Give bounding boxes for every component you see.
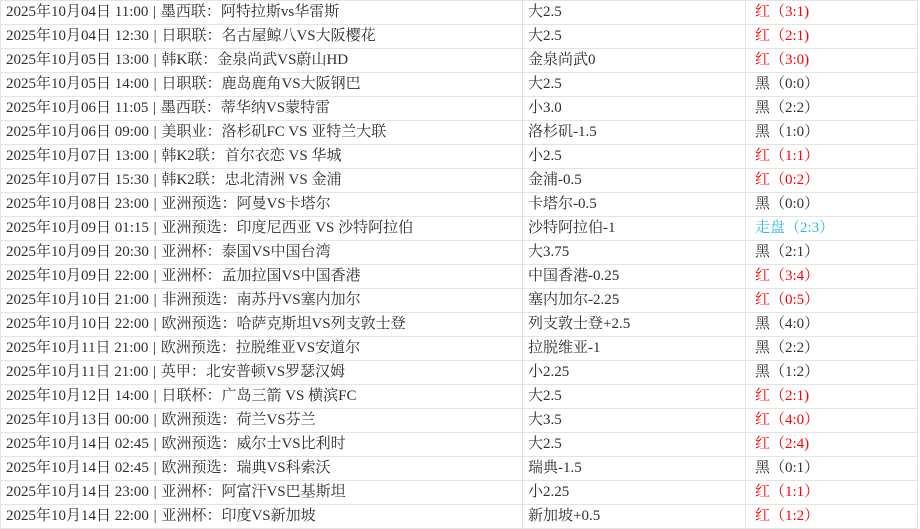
match-datetime: 2025年10月14日 22:00 bbox=[6, 508, 149, 524]
separator: | bbox=[149, 76, 161, 92]
match-datetime: 2025年10月05日 13:00 bbox=[6, 52, 149, 68]
result-cell bbox=[746, 145, 918, 168]
result-value: 红（1:2） bbox=[755, 508, 820, 524]
table-row bbox=[1, 433, 918, 457]
handicap-value: 小2.25 bbox=[528, 364, 570, 380]
table-row bbox=[1, 217, 918, 241]
separator: | bbox=[149, 364, 160, 380]
match-datetime: 2025年10月07日 13:00 bbox=[6, 148, 149, 164]
match-datetime: 2025年10月09日 01:15 bbox=[6, 220, 149, 236]
table-row bbox=[1, 49, 918, 73]
match-name: 墨西联：蒂华纳VS蒙特雷 bbox=[160, 100, 331, 116]
match-name: 非洲预选：南苏丹VS塞内加尔 bbox=[161, 292, 361, 308]
result-value: 红（2:1) bbox=[755, 388, 810, 404]
match-name: 美职业：洛杉矶FC VS 亚特兰大联 bbox=[161, 124, 387, 140]
separator: | bbox=[149, 484, 161, 500]
handicap-cell bbox=[523, 193, 746, 216]
result-value: 红（1:1） bbox=[755, 148, 820, 164]
handicap-value: 大3.75 bbox=[528, 244, 570, 260]
handicap-value: 金泉尚武0 bbox=[528, 52, 596, 68]
match-datetime: 2025年10月08日 23:00 bbox=[6, 196, 149, 212]
table-row bbox=[1, 265, 918, 289]
table-row bbox=[1, 385, 918, 409]
handicap-value: 卡塔尔-0.5 bbox=[528, 196, 597, 212]
result-cell bbox=[746, 49, 918, 72]
match-cell bbox=[1, 49, 523, 72]
table-row bbox=[1, 169, 918, 193]
result-cell bbox=[746, 265, 918, 288]
match-datetime: 2025年10月05日 14:00 bbox=[6, 76, 149, 92]
result-cell bbox=[746, 73, 918, 96]
result-value: 黑（0:0） bbox=[755, 196, 820, 212]
result-value: 黑（1:2） bbox=[755, 364, 820, 380]
result-cell bbox=[746, 505, 918, 528]
result-value: 红（0:2） bbox=[755, 172, 820, 188]
handicap-cell bbox=[523, 49, 746, 72]
result-value: 红（0:5） bbox=[755, 292, 820, 308]
match-datetime: 2025年10月06日 11:05 bbox=[6, 100, 149, 116]
handicap-cell bbox=[523, 169, 746, 192]
handicap-cell bbox=[523, 1, 746, 24]
match-datetime: 2025年10月13日 00:00 bbox=[6, 412, 149, 428]
match-cell bbox=[1, 97, 523, 120]
handicap-cell bbox=[523, 337, 746, 360]
handicap-value: 大3.5 bbox=[528, 412, 562, 428]
separator: | bbox=[149, 220, 161, 236]
match-cell bbox=[1, 289, 523, 312]
result-value: 红（3:0) bbox=[755, 52, 810, 68]
match-cell bbox=[1, 145, 523, 168]
match-name: 欧洲预选：瑞典VS科索沃 bbox=[161, 460, 331, 476]
separator: | bbox=[149, 100, 160, 116]
match-name: 韩K2联：首尔衣恋 VS 华城 bbox=[161, 148, 342, 164]
table-row bbox=[1, 25, 918, 49]
handicap-cell bbox=[523, 433, 746, 456]
match-cell bbox=[1, 1, 523, 24]
result-value: 红（3:1) bbox=[755, 4, 810, 20]
separator: | bbox=[149, 148, 161, 164]
handicap-value: 大2.5 bbox=[528, 4, 562, 20]
handicap-value: 大2.5 bbox=[528, 436, 562, 452]
handicap-value: 小3.0 bbox=[528, 100, 562, 116]
separator: | bbox=[149, 124, 161, 140]
match-cell bbox=[1, 385, 523, 408]
match-cell bbox=[1, 481, 523, 504]
handicap-value: 拉脱维亚-1 bbox=[528, 340, 601, 356]
match-name: 亚洲预选：印度尼西亚 VS 沙特阿拉伯 bbox=[161, 220, 414, 236]
result-cell bbox=[746, 409, 918, 432]
separator: | bbox=[149, 196, 161, 212]
result-value: 黑（4:0） bbox=[755, 316, 820, 332]
handicap-value: 新加坡+0.5 bbox=[528, 508, 601, 524]
match-name: 韩K2联：忠北清洲 VS 金浦 bbox=[161, 172, 342, 188]
match-cell bbox=[1, 241, 523, 264]
match-name: 日职联：名古屋鲸八VS大阪樱花 bbox=[161, 28, 376, 44]
match-datetime: 2025年10月10日 22:00 bbox=[6, 316, 149, 332]
result-value: 红（1:1） bbox=[755, 484, 820, 500]
match-datetime: 2025年10月09日 20:30 bbox=[6, 244, 149, 260]
handicap-value: 金浦-0.5 bbox=[528, 172, 582, 188]
handicap-cell bbox=[523, 97, 746, 120]
match-datetime: 2025年10月12日 14:00 bbox=[6, 388, 149, 404]
result-value: 走盘（2:3） bbox=[755, 220, 835, 236]
match-name: 墨西联：阿特拉斯vs华雷斯 bbox=[160, 4, 340, 20]
match-name: 韩K联：金泉尚武VS蔚山HD bbox=[161, 52, 349, 68]
result-value: 红（4:0） bbox=[755, 412, 820, 428]
handicap-cell bbox=[523, 121, 746, 144]
separator: | bbox=[149, 508, 161, 524]
result-value: 红（2:4) bbox=[755, 436, 810, 452]
table-row bbox=[1, 97, 918, 121]
result-cell bbox=[746, 313, 918, 336]
match-cell bbox=[1, 265, 523, 288]
match-cell bbox=[1, 409, 523, 432]
table-row bbox=[1, 1, 918, 25]
match-name: 欧洲预选：拉脱维亚VS安道尔 bbox=[160, 340, 361, 356]
separator: | bbox=[149, 388, 161, 404]
match-cell bbox=[1, 313, 523, 336]
result-cell bbox=[746, 169, 918, 192]
match-name: 亚洲杯：阿富汗VS巴基斯坦 bbox=[161, 484, 346, 500]
match-name: 日联杯：广岛三箭 VS 横滨FC bbox=[161, 388, 357, 404]
handicap-value: 中国香港-0.25 bbox=[528, 268, 620, 284]
result-value: 红（3:4） bbox=[755, 268, 820, 284]
result-cell bbox=[746, 1, 918, 24]
result-cell bbox=[746, 25, 918, 48]
table-row bbox=[1, 481, 918, 505]
table-row bbox=[1, 289, 918, 313]
handicap-value: 大2.5 bbox=[528, 76, 562, 92]
separator: | bbox=[149, 412, 161, 428]
separator: | bbox=[149, 4, 160, 20]
match-datetime: 2025年10月10日 21:00 bbox=[6, 292, 149, 308]
handicap-cell bbox=[523, 361, 746, 384]
table-row bbox=[1, 361, 918, 385]
result-cell bbox=[746, 121, 918, 144]
handicap-value: 沙特阿拉伯-1 bbox=[528, 220, 616, 236]
match-name: 亚洲预选：阿曼VS卡塔尔 bbox=[161, 196, 331, 212]
handicap-cell bbox=[523, 505, 746, 528]
match-cell bbox=[1, 121, 523, 144]
result-cell bbox=[746, 361, 918, 384]
table-row bbox=[1, 193, 918, 217]
table-row bbox=[1, 505, 918, 529]
match-datetime: 2025年10月11日 21:00 bbox=[6, 364, 149, 380]
match-datetime: 2025年10月11日 21:00 bbox=[6, 340, 149, 356]
separator: | bbox=[149, 316, 161, 332]
result-cell bbox=[746, 241, 918, 264]
match-datetime: 2025年10月07日 15:30 bbox=[6, 172, 149, 188]
match-name: 亚洲杯：孟加拉国VS中国香港 bbox=[161, 268, 361, 284]
table-row bbox=[1, 121, 918, 145]
separator: | bbox=[149, 436, 161, 452]
match-cell bbox=[1, 505, 523, 528]
handicap-cell bbox=[523, 73, 746, 96]
handicap-value: 小2.25 bbox=[528, 484, 570, 500]
result-value: 黑（0:0） bbox=[755, 76, 820, 92]
separator: | bbox=[149, 340, 160, 356]
result-cell bbox=[746, 433, 918, 456]
match-name: 欧洲预选：威尔士VS比利时 bbox=[161, 436, 346, 452]
handicap-value: 大2.5 bbox=[528, 388, 562, 404]
separator: | bbox=[149, 460, 161, 476]
match-datetime: 2025年10月04日 12:30 bbox=[6, 28, 149, 44]
result-cell bbox=[746, 337, 918, 360]
result-value: 红（2:1) bbox=[755, 28, 810, 44]
handicap-cell bbox=[523, 313, 746, 336]
match-cell bbox=[1, 457, 523, 480]
result-cell bbox=[746, 289, 918, 312]
match-cell bbox=[1, 433, 523, 456]
match-name: 亚洲杯：印度VS新加坡 bbox=[161, 508, 316, 524]
match-name: 日职联：鹿岛鹿角VS大阪钢巴 bbox=[161, 76, 361, 92]
separator: | bbox=[149, 28, 161, 44]
match-name: 英甲：北安普顿VS罗瑟汉姆 bbox=[160, 364, 346, 380]
separator: | bbox=[149, 292, 161, 308]
match-cell bbox=[1, 169, 523, 192]
match-name: 亚洲杯：泰国VS中国台湾 bbox=[161, 244, 331, 260]
handicap-cell bbox=[523, 409, 746, 432]
handicap-cell bbox=[523, 457, 746, 480]
match-cell bbox=[1, 217, 523, 240]
table-row bbox=[1, 457, 918, 481]
handicap-cell bbox=[523, 289, 746, 312]
handicap-cell bbox=[523, 241, 746, 264]
handicap-value: 瑞典-1.5 bbox=[528, 460, 582, 476]
result-cell bbox=[746, 457, 918, 480]
handicap-cell bbox=[523, 481, 746, 504]
result-value: 黑（2:2） bbox=[755, 100, 820, 116]
handicap-value: 大2.5 bbox=[528, 28, 562, 44]
result-cell bbox=[746, 481, 918, 504]
separator: | bbox=[149, 172, 161, 188]
table-row bbox=[1, 313, 918, 337]
result-cell bbox=[746, 97, 918, 120]
handicap-value: 列支敦士登+2.5 bbox=[528, 316, 631, 332]
match-cell bbox=[1, 361, 523, 384]
result-cell bbox=[746, 193, 918, 216]
handicap-cell bbox=[523, 265, 746, 288]
match-cell bbox=[1, 337, 523, 360]
match-datetime: 2025年10月14日 02:45 bbox=[6, 460, 149, 476]
handicap-value: 小2.5 bbox=[528, 148, 562, 164]
handicap-cell bbox=[523, 145, 746, 168]
separator: | bbox=[149, 52, 161, 68]
handicap-cell bbox=[523, 385, 746, 408]
table-row bbox=[1, 145, 918, 169]
table-row bbox=[1, 241, 918, 265]
handicap-value: 塞内加尔-2.25 bbox=[528, 292, 620, 308]
table-row bbox=[1, 73, 918, 97]
match-datetime: 2025年10月09日 22:00 bbox=[6, 268, 149, 284]
separator: | bbox=[149, 244, 161, 260]
match-name: 欧洲预选：荷兰VS芬兰 bbox=[161, 412, 316, 428]
match-datetime: 2025年10月06日 09:00 bbox=[6, 124, 149, 140]
handicap-value: 洛杉矶-1.5 bbox=[528, 124, 597, 140]
table-row bbox=[1, 337, 918, 361]
match-cell bbox=[1, 25, 523, 48]
match-datetime: 2025年10月14日 23:00 bbox=[6, 484, 149, 500]
table-row bbox=[1, 409, 918, 433]
result-value: 黑（2:2） bbox=[755, 340, 820, 356]
match-name: 欧洲预选：哈萨克斯坦VS列支敦士登 bbox=[161, 316, 406, 332]
handicap-cell bbox=[523, 217, 746, 240]
result-value: 黑（1:0） bbox=[755, 124, 820, 140]
match-datetime: 2025年10月04日 11:00 bbox=[6, 4, 149, 20]
result-cell bbox=[746, 217, 918, 240]
separator: | bbox=[149, 268, 161, 284]
result-value: 黑（0:1） bbox=[755, 460, 820, 476]
result-value: 黑（2:1） bbox=[755, 244, 820, 260]
handicap-cell bbox=[523, 25, 746, 48]
match-datetime: 2025年10月14日 02:45 bbox=[6, 436, 149, 452]
match-cell bbox=[1, 73, 523, 96]
result-cell bbox=[746, 385, 918, 408]
match-cell bbox=[1, 193, 523, 216]
